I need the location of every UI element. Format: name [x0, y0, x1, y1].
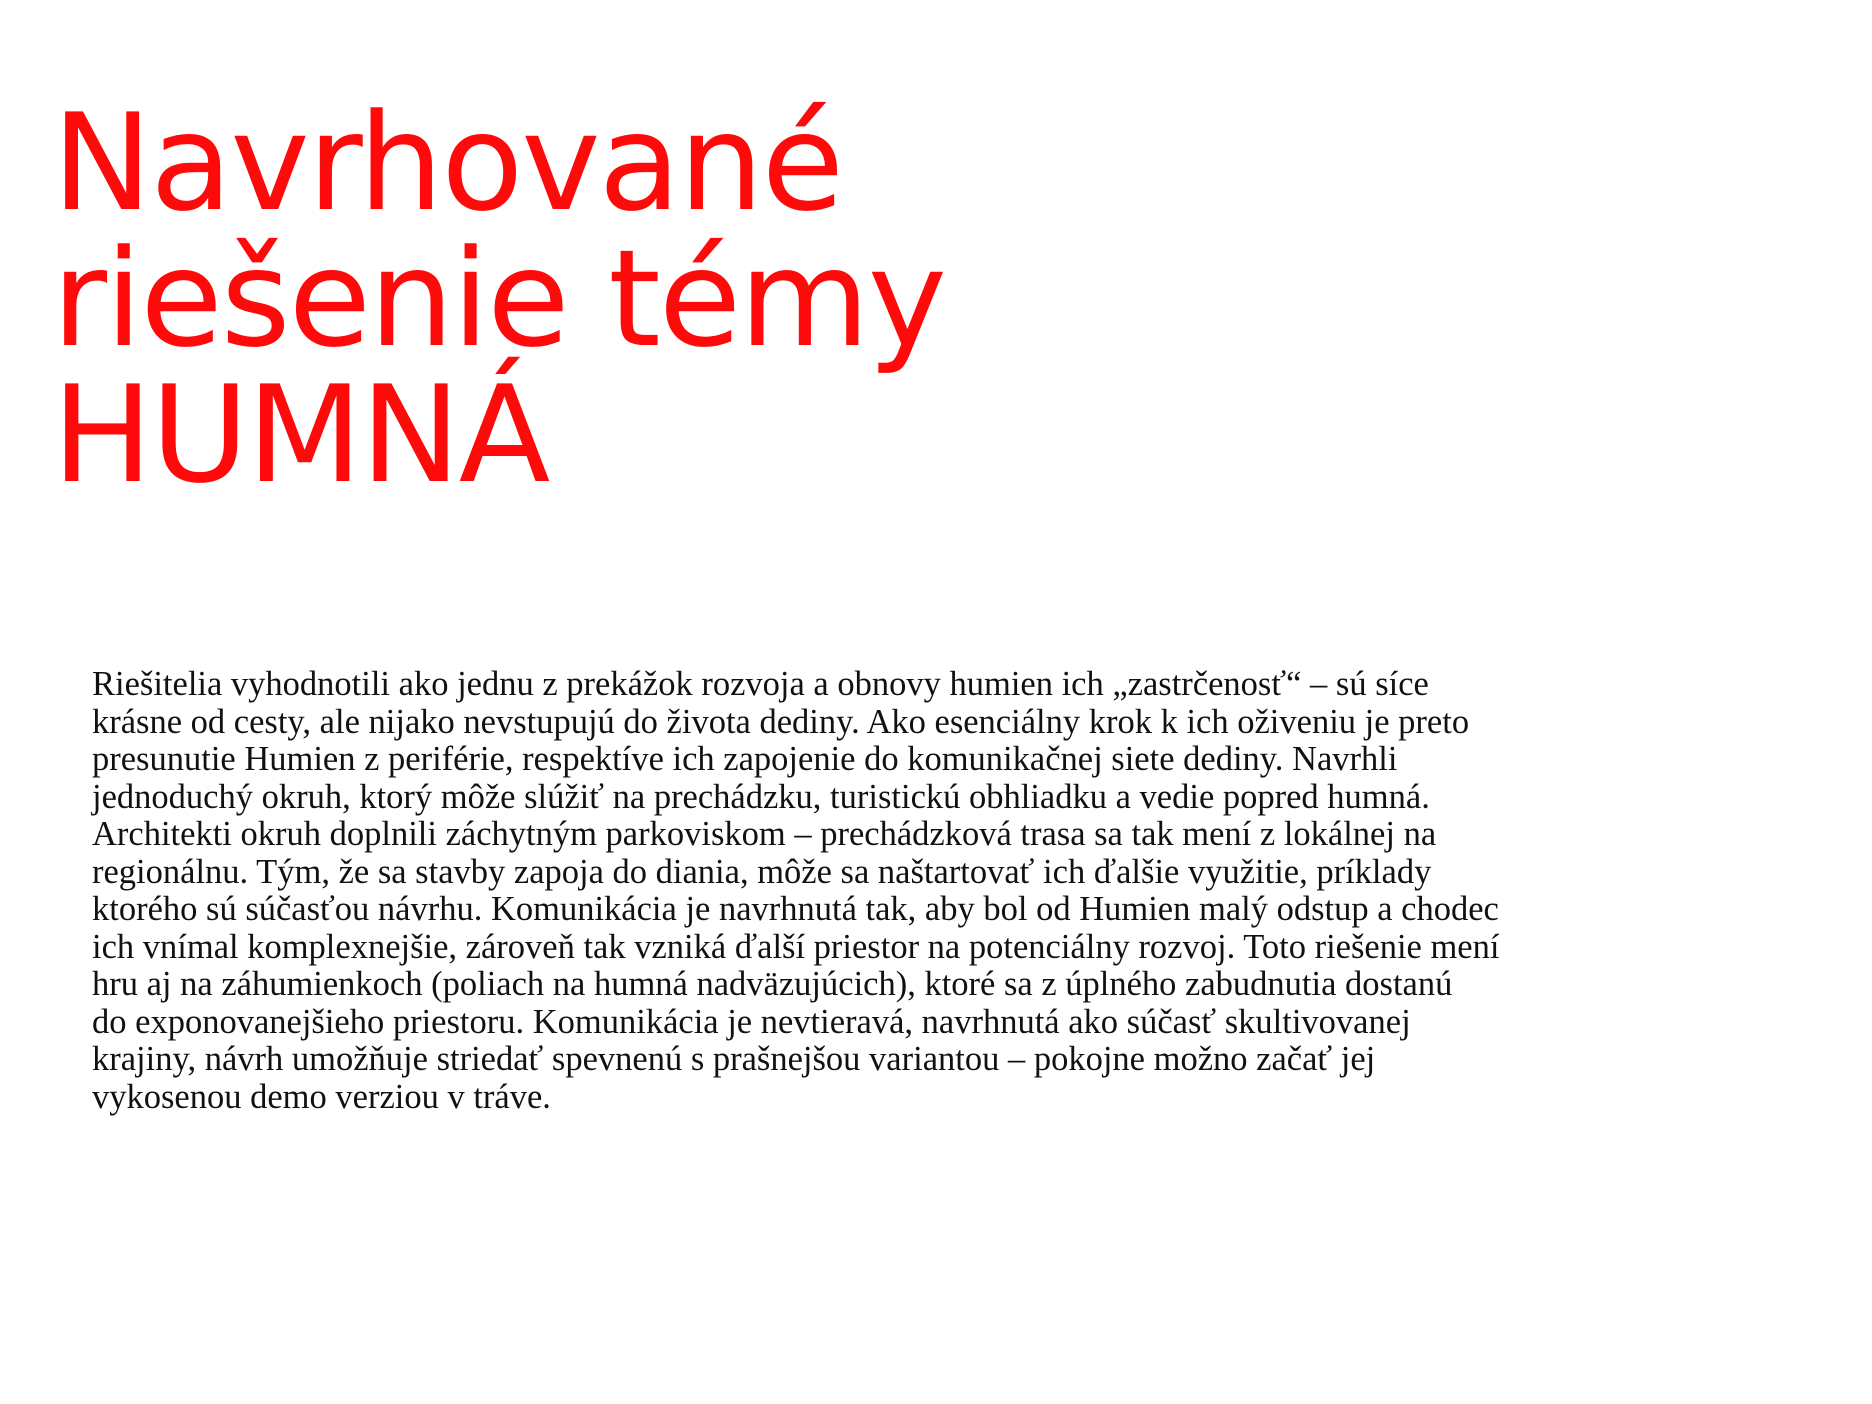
body-line: vykosenou demo verziou v tráve. [92, 1077, 551, 1116]
body-paragraph [92, 666, 1692, 1116]
title-line-2: riešenie témy [52, 221, 946, 377]
body-line: Riešitelia vyhodnotili ako jednu z prekážok rozvoja a obnovy humien ich „zastrčenosť“ – sú síce [92, 665, 1429, 703]
body-line: ich vnímal komplexnejšie, zároveň tak vzniká ďalší priestor na potenciálny rozvoj. Toto riešenie mení [92, 927, 1500, 966]
page-title [52, 85, 946, 513]
title-line-1: Navrhované [52, 85, 843, 241]
body-line: krásne od cesty, ale nijako nevstupujú do života dediny. Ako esenciálny krok k ich oživeniu je preto [92, 702, 1470, 741]
body-line: hru aj na záhumienkoch (poliach na humná nadväzujúcich), ktoré sa z úplného zabudnutia dostanú [92, 965, 1453, 1003]
body-line: Architekti okruh doplnili záchytným parkoviskom – prechádzková trasa sa tak mení z lokálnej na [92, 815, 1437, 853]
body-line: krajiny, návrh umožňuje striedať spevnenú s prašnejšou variantou – pokojne možno začať jej [92, 1040, 1376, 1078]
body-line: jednoduchý okruh, ktorý môže slúžiť na prechádzku, turistickú obhliadku a vedie popred humná. [92, 777, 1430, 816]
body-line: do exponovanejšieho priestoru. Komunikácia je nevtieravá, navrhnutá ako súčasť skultivovanej [92, 1002, 1411, 1041]
body-line: ktorého sú súčasťou návrhu. Komunikácia je navrhnutá tak, aby bol od Humien malý odstup a chodec [92, 890, 1499, 928]
title-line-3: HUMNÁ [52, 357, 549, 513]
body-line: presunutie Humien z periférie, respektíve ich zapojenie do komunikačnej siete dediny. Navrhli [92, 740, 1398, 778]
body-line: regionálnu. Tým, že sa stavby zapoja do diania, môže sa naštartovať ich ďalšie využitie, príklady [92, 852, 1432, 891]
